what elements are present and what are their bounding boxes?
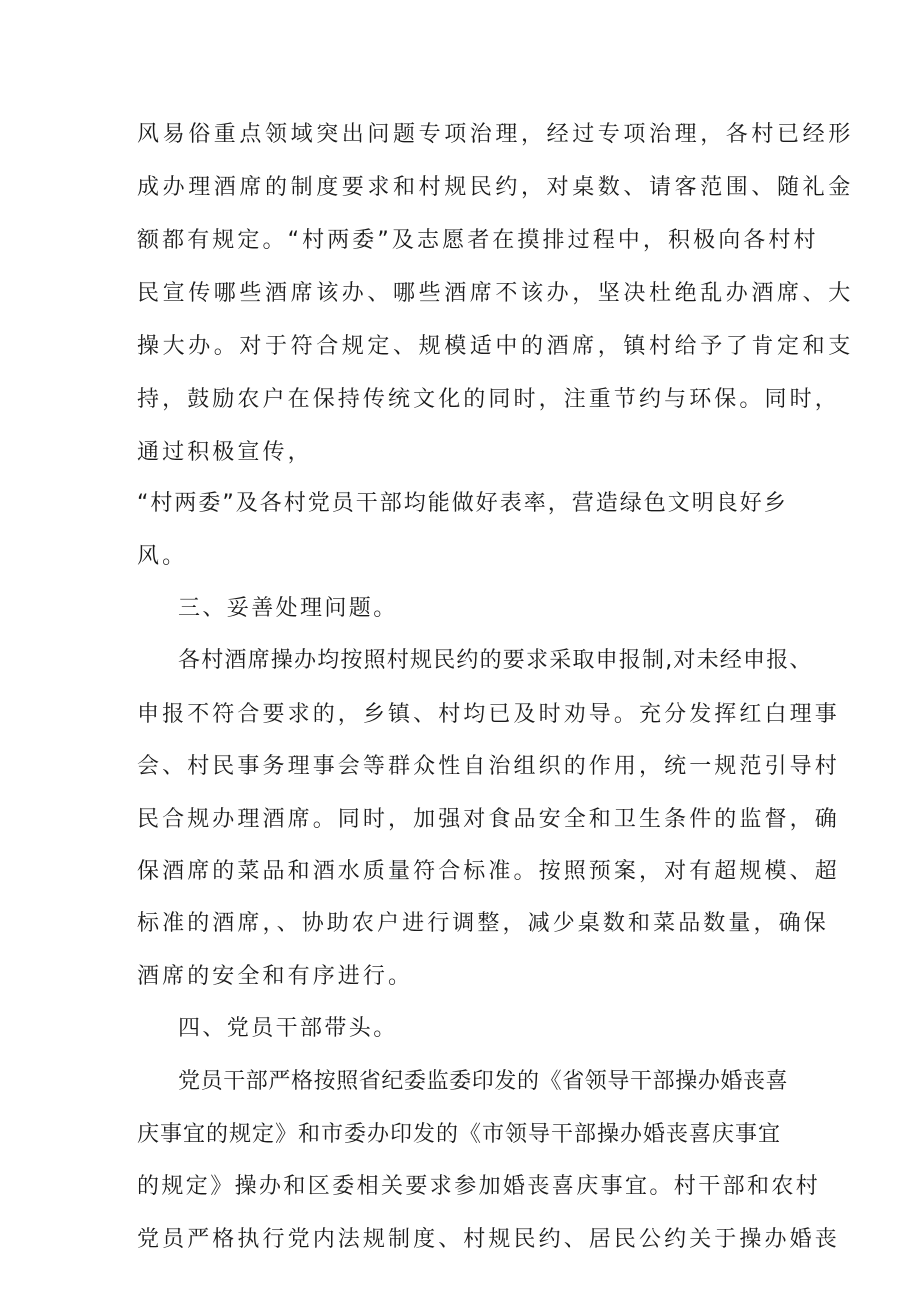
text-line: 操大办。对于符合规定、规模适中的酒席，镇村给予了肯定和支 xyxy=(137,334,854,359)
text-line: 民合规办理酒席。同时，加强对食品安全和卫生条件的监督，确 xyxy=(137,807,840,832)
text-line: 庆事宜的规定》和市委办印发的《市领导干部操办婚丧喜庆事宜 xyxy=(137,1122,782,1147)
text-line: 标准的酒席，、协助农户进行调整，减少桌数和菜品数量，确保 xyxy=(137,911,829,936)
text-line: 党员干部严格按照省纪委监委印发的《省领导干部操办婚丧喜 xyxy=(178,1069,789,1094)
text-line: 酒席的安全和有序进行。 xyxy=(137,964,414,989)
text-line: 的规定》操办和区委相关要求参加婚丧喜庆事宜。村干部和农村 xyxy=(137,1174,821,1199)
text-line: 额都有规定。“村两委”及志愿者在摸排过程中，积极向各村村 xyxy=(137,228,819,253)
text-line: 党员严格执行党内法规制度、村规民约、居民公约关于操办婚丧 xyxy=(137,1227,840,1252)
text-line: 各村酒席操办均按照村规民约的要求采取申报制,对未经申报、 xyxy=(178,648,813,673)
text-line: 民宣传哪些酒席该办、哪些酒席不该办，坚决杜绝乱办酒席、大 xyxy=(137,281,854,306)
text-line: 会、村民事务理事会等群众性自治组织的作用，统一规范引导村 xyxy=(137,754,840,779)
text-line: 通过积极宣传， xyxy=(137,440,313,465)
text-line: 成办理酒席的制度要求和村规民约，对桌数、请客范围、随礼金 xyxy=(137,175,854,200)
text-line: 风。 xyxy=(137,544,188,569)
text-line: 风易俗重点领域突出问题专项治理，经过专项治理，各村已经形 xyxy=(137,122,854,147)
text-line: 申报不符合要求的，乡镇、村均已及时劝导。充分发挥红白理事 xyxy=(137,702,840,727)
section-heading: 三、妥善处理问题。 xyxy=(178,596,398,621)
text-line: 保酒席的菜品和酒水质量符合标准。按照预案，对有超规模、超 xyxy=(137,859,840,884)
section-heading: 四、党员干部带头。 xyxy=(178,1016,398,1041)
text-line: 持，鼓励农户在保持传统文化的同时，注重节约与环保。同时， xyxy=(137,387,840,412)
text-line: “村两委”及各村党员干部均能做好表率，营造绿色文明良好乡 xyxy=(137,491,788,516)
